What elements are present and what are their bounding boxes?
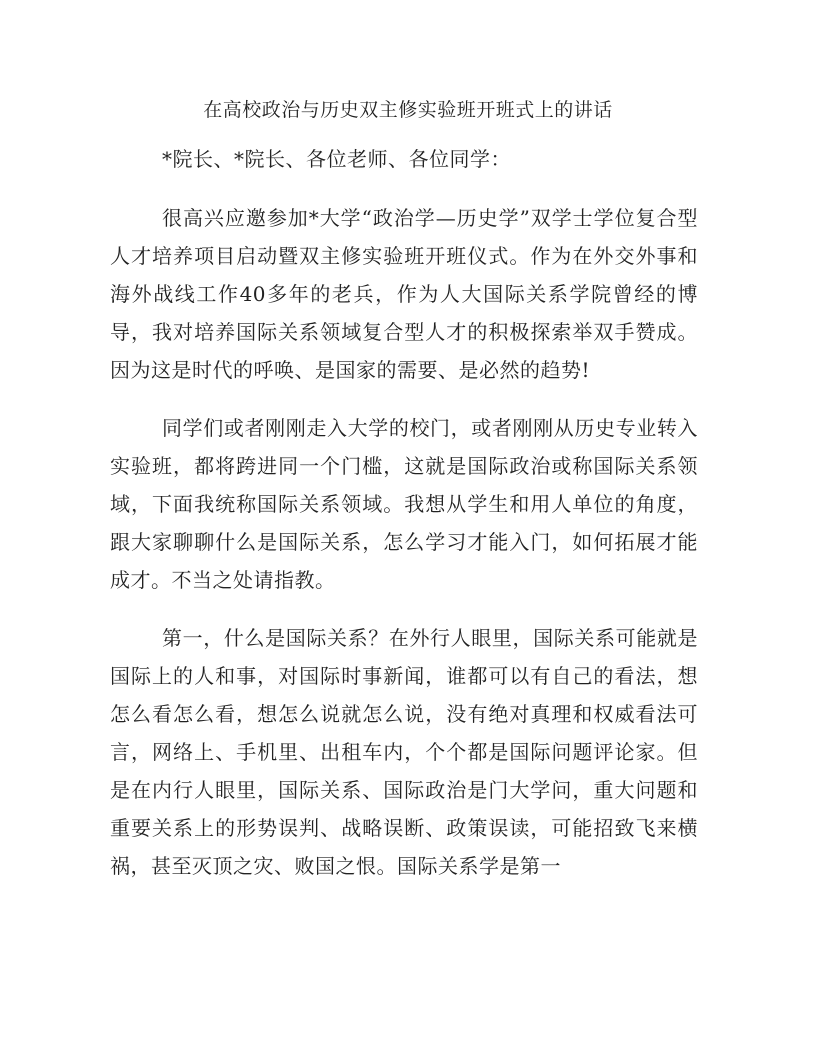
salutation: *院长、*院长、各位老师、各位同学：	[162, 147, 511, 171]
document-body	[110, 140, 698, 885]
paragraph-introduction: 同学们或者刚刚走入大学的校门，或者刚刚从历史专业转入实验班，都将跨进同一个门槛，这就是国际政治或称国际关系领域，下面我统称国际关系领域。我想从学生和用人单位的角度，跟大家聊聊什么是国际关系，怎么学习才能入门，如何拓展才能成才。不当之处请指教。	[110, 416, 698, 592]
paragraph-first-point: 第一，什么是国际关系？在外行人眼里，国际关系可能就是国际上的人和事，对国际时事新闻，谁都可以有自己的看法，想怎么看怎么看，想怎么说就怎么说，没有绝对真理和权威看法可言，网络上、手机里、出租车内，个个都是国际问题评论家。但是在内行人眼里，国际关系、国际政治是门大学问，重大问题和重要关系上的形势误判、战略误断、政策误读，可能招致飞来横祸，甚至灭顶之灾、败国之恨。国际关系学是第一	[110, 626, 698, 878]
document-title: 在高校政治与历史双主修实验班开班式上的讲话	[203, 99, 613, 121]
paragraph-opening: 很高兴应邀参加*大学“政治学—历史学”双学士学位复合型人才培养项目启动暨双主修实验班开班仪式。作为在外交外事和海外战线工作40多年的老兵，作为人大国际关系学院曾经的博导，我对培养国际关系领域复合型人才的积极探索举双手赞成。因为这是时代的呼唤、是国家的需要、是必然的趋势!	[110, 206, 698, 382]
